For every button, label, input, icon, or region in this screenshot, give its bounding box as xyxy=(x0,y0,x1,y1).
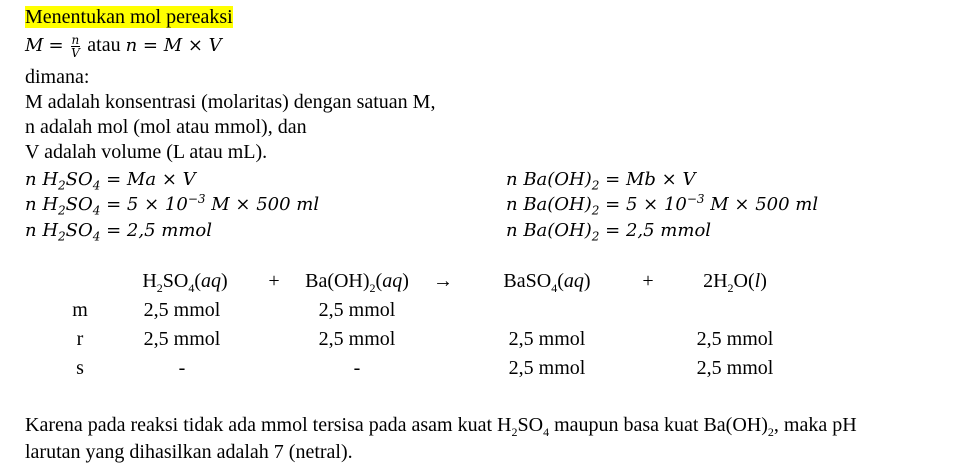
lhs-so: SO xyxy=(65,194,93,215)
rhs: = Mb × V xyxy=(605,169,696,190)
sub: 4 xyxy=(92,178,101,193)
sub: 4 xyxy=(543,425,550,439)
reaction-arrow: → xyxy=(433,270,453,292)
conclusion-text: , maka pH xyxy=(773,414,857,436)
h2so4-calc-line-2 xyxy=(25,193,319,217)
plus-sign: + xyxy=(642,270,654,292)
baoh2-calc-line-3 xyxy=(506,219,711,243)
heading-text: Menentukan mol pereaksi xyxy=(25,6,233,28)
table-cell: 2,5 mmol xyxy=(143,299,221,321)
lhs-so: SO xyxy=(65,169,93,190)
rhs-tail: M × 500 ml xyxy=(205,194,320,215)
rhs: = Ma × V xyxy=(106,169,196,190)
rhs: = 2,5 mmol xyxy=(106,220,213,241)
formula-atau: atau xyxy=(87,34,121,56)
sub: 2 xyxy=(511,425,518,439)
rhs: = 2,5 mmol xyxy=(605,220,712,241)
row-label-m: m xyxy=(72,299,88,321)
row-label-r: r xyxy=(76,328,84,350)
lhs: n Ba(OH) xyxy=(506,169,592,190)
table-cell: 2,5 mmol xyxy=(696,357,774,379)
sub: 4 xyxy=(92,229,101,244)
lhs: n H xyxy=(25,169,59,190)
lhs: n Ba(OH) xyxy=(506,220,592,241)
table-cell: 2,5 mmol xyxy=(696,328,774,350)
plus-sign: + xyxy=(268,270,280,292)
conclusion-line-2: larutan yang dihasilkan adalah 7 (netral). xyxy=(25,441,353,463)
exponent: −3 xyxy=(686,192,705,206)
conclusion-text: Karena pada reaksi tidak ada mmol tersisa pada asam kuat H xyxy=(25,414,512,436)
sub: 2 xyxy=(58,178,66,193)
formula-rhs: n = M × V xyxy=(125,35,222,56)
text-line-n-def: n adalah mol (mol atau mmol), dan xyxy=(25,116,307,138)
table-cell: 2,5 mmol xyxy=(508,357,586,379)
rhs: = 5 × 10 xyxy=(106,194,188,215)
sub: 2 xyxy=(767,425,774,439)
table-cell: 2,5 mmol xyxy=(318,328,396,350)
rhs: = 5 × 10 xyxy=(605,194,687,215)
table-cell: 2,5 mmol xyxy=(143,328,221,350)
table-cell: - xyxy=(178,357,186,379)
h2so4-calc-line-1 xyxy=(25,168,196,192)
baoh2-calc-line-2 xyxy=(506,193,818,217)
conclusion-line-1 xyxy=(25,413,857,437)
sub: 2 xyxy=(58,229,66,244)
formula-m: M xyxy=(25,35,44,56)
sub: 2 xyxy=(591,203,600,218)
lhs: n H xyxy=(25,220,59,241)
table-cell: - xyxy=(353,357,361,379)
formula-fraction xyxy=(71,34,81,59)
sub: 2 xyxy=(591,229,600,244)
product-h2o: $2H_2O(l)$ xyxy=(703,270,767,295)
molarity-formula xyxy=(25,33,222,59)
reactant-h2so4: $H_2SO_4(aq)$ xyxy=(142,270,228,295)
lhs: n H xyxy=(25,194,59,215)
conclusion-text: maupun basa kuat Ba(OH) xyxy=(549,414,768,436)
rhs-tail: M × 500 ml xyxy=(704,194,819,215)
product-baso4: BaSO$_4$(aq) xyxy=(503,270,591,295)
table-cell: 2,5 mmol xyxy=(508,328,586,350)
heading xyxy=(25,5,233,29)
text-line-v-def: V adalah volume (L atau mL). xyxy=(25,141,268,163)
sub: 2 xyxy=(591,178,600,193)
formula-eq: = xyxy=(48,35,64,56)
lhs: n Ba(OH) xyxy=(506,194,592,215)
lhs-so: SO xyxy=(65,220,93,241)
reactant-baoh2: $Ba(OH)_2(aq)$ xyxy=(305,270,409,295)
text-line-dimana: dimana: xyxy=(25,66,90,88)
fraction-numerator: n xyxy=(71,32,80,47)
row-label-s: s xyxy=(76,357,84,379)
fraction-denominator: V xyxy=(71,45,80,60)
conclusion-text: SO xyxy=(517,414,544,436)
sub: 4 xyxy=(92,203,101,218)
baoh2-calc-line-1 xyxy=(506,168,695,192)
table-cell: 2,5 mmol xyxy=(318,299,396,321)
exponent: −3 xyxy=(187,192,206,206)
text-line-m-def: M adalah konsentrasi (molaritas) dengan satuan M, xyxy=(25,91,436,113)
h2so4-calc-line-3 xyxy=(25,219,212,243)
sub: 2 xyxy=(58,203,66,218)
